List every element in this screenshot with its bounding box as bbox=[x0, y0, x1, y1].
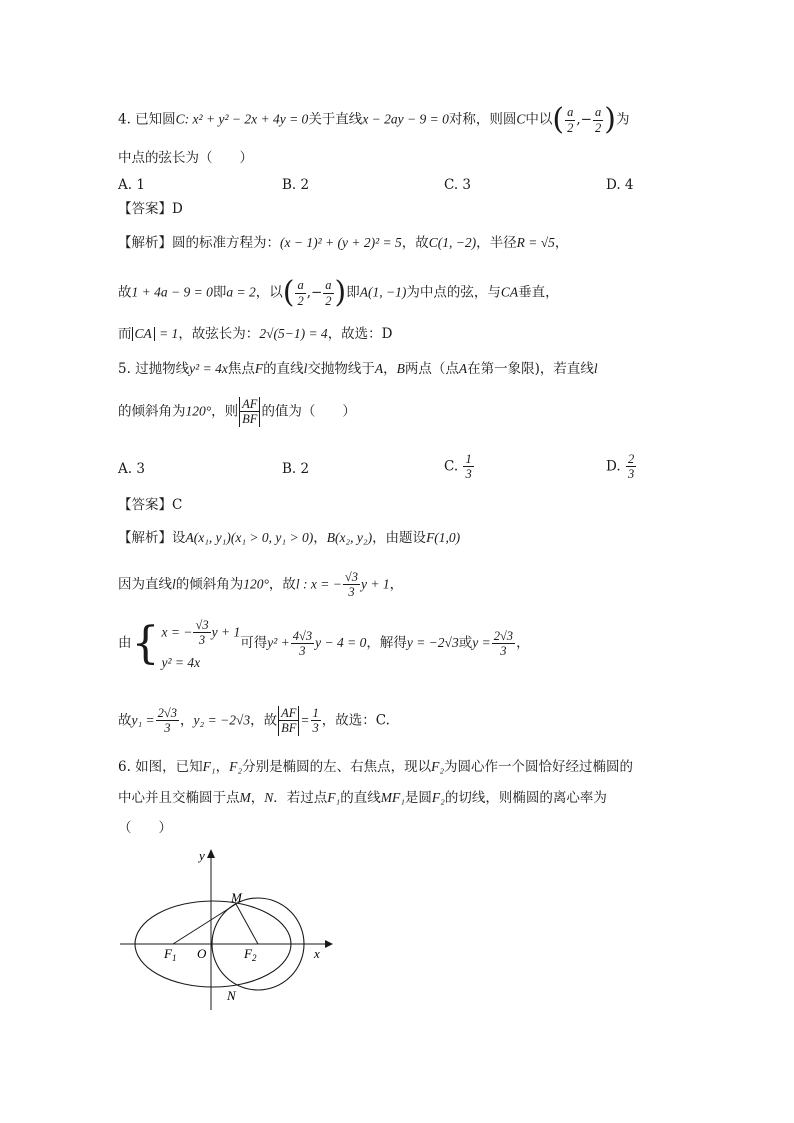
frac-den: BF bbox=[278, 721, 299, 735]
frac-num: a bbox=[594, 105, 602, 120]
text: 两点（点 bbox=[404, 361, 459, 377]
text: ， bbox=[389, 576, 404, 593]
frac bbox=[343, 570, 360, 600]
frac bbox=[291, 629, 314, 659]
frac-den: 3 bbox=[465, 467, 472, 482]
left-paren: ( bbox=[282, 275, 295, 310]
equation-system bbox=[132, 618, 241, 669]
f2-subscript: 2 bbox=[251, 953, 257, 963]
f1-letter: F bbox=[164, 946, 172, 961]
q4-text: 为 bbox=[615, 111, 630, 128]
math: 120° bbox=[185, 403, 212, 419]
text: 或 bbox=[458, 635, 473, 652]
q5-analysis-line1 bbox=[118, 531, 460, 546]
frac-den: 3 bbox=[198, 633, 206, 648]
text: 设 bbox=[172, 530, 186, 546]
frac bbox=[323, 278, 333, 308]
q4-option-a: A. 1 bbox=[118, 177, 145, 193]
q6-stem-line3: （ ） bbox=[118, 820, 172, 836]
frac-den: 3 bbox=[312, 721, 319, 736]
text: 的直线 bbox=[263, 361, 304, 377]
q4-analysis-line2: 故1 + 4a − 9 = 0即a = 2，以( $\frac{a}{2}$ ,− $\frac{a}{2}$ )即A(1, −1)为中点的弦，与CA垂直， bbox=[118, 275, 559, 310]
frac-num: √3 bbox=[195, 618, 209, 632]
text: ，则 bbox=[211, 403, 239, 420]
math: A(1, −1) bbox=[359, 284, 407, 300]
q4-text: 关于直线 bbox=[308, 111, 363, 128]
text: ．若过点 bbox=[273, 790, 328, 806]
text: ， bbox=[180, 712, 194, 729]
frac-den: 2 bbox=[297, 293, 304, 308]
q5-option-a: A. 3 bbox=[118, 461, 145, 477]
math: F bbox=[254, 361, 264, 376]
math: = 1 bbox=[159, 326, 179, 341]
text: 为圆心作一个圆恰好经过椭圆的 bbox=[444, 759, 634, 775]
q4-line-equation: x − 2ay − 9 = 0 bbox=[362, 111, 449, 127]
text: ，故 bbox=[268, 576, 296, 593]
text: ，解得 bbox=[366, 635, 407, 652]
frac bbox=[626, 452, 636, 482]
y-axis-arrow-icon bbox=[207, 849, 215, 858]
q4-point-y bbox=[593, 105, 603, 135]
f2-label bbox=[243, 946, 257, 963]
left-brace: { bbox=[131, 617, 160, 669]
q4-text: 对称，则圆 bbox=[448, 111, 517, 128]
math: F₁ bbox=[202, 759, 216, 774]
q5-option-d bbox=[606, 452, 637, 482]
frac bbox=[463, 452, 473, 482]
text: ，以 bbox=[255, 284, 283, 301]
math: 120° bbox=[243, 576, 269, 592]
answer-label: 【答案】 bbox=[118, 497, 172, 513]
math: A(x₁, y₁)(x₁ > 0, y₁ > 0) bbox=[185, 530, 314, 545]
math: = bbox=[300, 712, 310, 728]
f2-letter: F bbox=[244, 946, 252, 961]
text: ，故弦长为： bbox=[178, 326, 260, 342]
y-axis-label: y bbox=[199, 848, 205, 863]
math: CA bbox=[500, 284, 519, 300]
text: 交抛物线于 bbox=[307, 361, 375, 377]
q6-figure bbox=[110, 840, 340, 1020]
math: y + 1 bbox=[211, 624, 241, 640]
frac-den: 3 bbox=[348, 585, 355, 600]
q6-lead: 6. 如图，已知 bbox=[118, 759, 203, 775]
text: 即 bbox=[346, 284, 360, 301]
text: 为中点的弦，与 bbox=[406, 284, 501, 301]
math: A bbox=[374, 361, 384, 376]
math: y² = 4x bbox=[189, 361, 228, 376]
option-letter: D. bbox=[606, 458, 625, 475]
text: 焦点 bbox=[227, 361, 255, 377]
q5-lead: 5. 过抛物线 bbox=[118, 361, 190, 377]
q4-answer bbox=[118, 203, 183, 217]
text: 故 bbox=[118, 284, 132, 301]
q4-text: 中以 bbox=[525, 111, 553, 128]
q6-stem-line1 bbox=[118, 760, 633, 775]
af-over-bf bbox=[239, 397, 260, 427]
math: B(x₂, y₂) bbox=[326, 530, 373, 545]
frac-num: AF bbox=[239, 397, 260, 412]
math: C(1, −2) bbox=[428, 235, 477, 250]
math: y₁ = bbox=[131, 712, 155, 728]
text: 圆的标准方程为： bbox=[172, 235, 280, 251]
system-rows bbox=[162, 618, 241, 669]
q4-option-c: C. 3 bbox=[444, 177, 472, 193]
text: 是圆 bbox=[404, 790, 432, 806]
math: A bbox=[458, 361, 468, 376]
text: ， bbox=[250, 790, 265, 806]
q5-analysis-line4 bbox=[118, 706, 390, 736]
text: ， bbox=[313, 530, 327, 546]
answer-value: D bbox=[172, 201, 183, 217]
system-row-2: y² = 4x bbox=[161, 654, 201, 670]
math: 1 + 4a − 9 = 0 bbox=[131, 284, 213, 300]
math: F(1,0) bbox=[426, 530, 461, 545]
q4-circle-name: C bbox=[516, 111, 526, 127]
q5-option-c bbox=[444, 452, 475, 482]
frac-num: 2√3 bbox=[493, 628, 514, 643]
math: (x − 1)² + (y + 2)² = 5 bbox=[280, 235, 402, 250]
math: l : x = − bbox=[295, 576, 342, 592]
q4-analysis-line1 bbox=[118, 236, 568, 251]
frac-num: √3 bbox=[344, 570, 359, 584]
q4-analysis-line3 bbox=[118, 327, 393, 342]
text: 故 bbox=[118, 712, 132, 729]
q4-option-b: B. 2 bbox=[282, 177, 310, 193]
frac bbox=[193, 618, 210, 648]
math: a = 2 bbox=[226, 284, 256, 300]
text: 在第一象限)，若直线 bbox=[467, 361, 594, 377]
math: R = √5 bbox=[516, 235, 555, 250]
text: 而 bbox=[118, 326, 132, 342]
text: ，半径 bbox=[476, 235, 517, 251]
math: l bbox=[172, 576, 176, 592]
math: l bbox=[303, 361, 308, 376]
frac-den: 2 bbox=[594, 120, 602, 135]
x-axis-label: x bbox=[314, 946, 320, 961]
math: F₂ bbox=[229, 759, 243, 774]
text: ，故 bbox=[250, 712, 278, 729]
text: 的切线，则椭圆的离心率为 bbox=[444, 790, 607, 806]
text: 的直线 bbox=[340, 790, 381, 806]
frac-num: a bbox=[567, 105, 574, 120]
frac bbox=[492, 629, 515, 659]
frac-num: a bbox=[297, 278, 304, 293]
segment-mf1 bbox=[173, 904, 236, 944]
point-n-label: N bbox=[227, 988, 236, 1003]
math: F₂ bbox=[431, 790, 445, 805]
origin-label: O bbox=[197, 946, 207, 961]
text: 由 bbox=[118, 635, 132, 652]
frac bbox=[295, 278, 305, 308]
q4-option-d: D. 4 bbox=[606, 177, 634, 193]
text: 的倾斜角为 bbox=[118, 403, 186, 420]
q5-answer bbox=[118, 499, 182, 513]
answer-label: 【答案】 bbox=[118, 201, 172, 217]
q4-circle-equation: : x² + y² − 2x + 4y = 0 bbox=[184, 111, 309, 127]
text: ， bbox=[554, 235, 569, 251]
text: ，故 bbox=[401, 235, 429, 251]
text: 因为直线 bbox=[118, 576, 172, 593]
system-row-1 bbox=[162, 618, 241, 648]
x-axis-arrow-icon bbox=[325, 940, 333, 948]
math: x = − bbox=[161, 624, 193, 640]
text: ，由题设 bbox=[372, 530, 427, 546]
q4-point-x bbox=[565, 105, 575, 135]
text: ， bbox=[516, 635, 530, 652]
text: ，故选：C. bbox=[321, 712, 390, 729]
q4-stem-line1: 4. 已知圆C: x² + y² − 2x + 4y = 0关于直线x − 2ay − 9 = 0对称，则圆C中以( $\frac{a}{2}$ ,− $\frac{a}{2}$ )为 bbox=[118, 102, 630, 137]
math: M bbox=[239, 790, 251, 805]
math: y = bbox=[472, 635, 491, 651]
text: 中心并且交椭圆于点 bbox=[118, 790, 240, 806]
frac bbox=[311, 706, 321, 736]
math: y = −2√3 bbox=[406, 635, 459, 651]
frac-den: BF bbox=[239, 412, 260, 426]
frac-den: 2 bbox=[325, 293, 332, 308]
q5-analysis-line2 bbox=[118, 570, 403, 600]
text: 垂直， bbox=[518, 284, 559, 301]
frac-num: 2 bbox=[627, 452, 635, 466]
right-paren: ) bbox=[334, 275, 347, 310]
math: y² + bbox=[267, 635, 290, 651]
text: 分别是椭圆的左、右焦点，现以 bbox=[242, 759, 432, 775]
frac-den: 3 bbox=[500, 644, 507, 659]
q5-stem-line1 bbox=[118, 362, 598, 377]
math: 2√(5−1) = 4 bbox=[259, 326, 328, 341]
point-m-label: M bbox=[231, 890, 242, 905]
text: ，故选：D bbox=[327, 326, 393, 342]
q5-analysis-line3 bbox=[118, 618, 530, 669]
math: F₁ bbox=[327, 790, 341, 805]
q5-option-b: B. 2 bbox=[282, 461, 310, 477]
option-letter: C. bbox=[444, 458, 463, 475]
frac bbox=[156, 706, 179, 736]
text: 的值为（ ） bbox=[261, 403, 356, 420]
frac-den: 3 bbox=[164, 721, 171, 736]
q6-stem-line2 bbox=[118, 791, 607, 806]
math: y₂ = −2√3 bbox=[193, 712, 251, 728]
frac-num: AF bbox=[278, 706, 299, 721]
text: 可得 bbox=[240, 635, 268, 652]
frac-den: 3 bbox=[299, 644, 306, 659]
frac-num: 2√3 bbox=[157, 706, 178, 720]
math: l bbox=[593, 361, 598, 376]
left-paren: ( bbox=[552, 102, 565, 137]
text: 即 bbox=[212, 284, 227, 301]
frac-num: a bbox=[325, 278, 332, 293]
answer-value: C bbox=[172, 497, 183, 513]
math: B bbox=[396, 361, 405, 376]
analysis-label: 【解析】 bbox=[118, 235, 172, 251]
analysis-label: 【解析】 bbox=[118, 530, 172, 546]
f1-subscript: 1 bbox=[171, 953, 177, 963]
frac-num: 1 bbox=[312, 706, 319, 720]
q5-stem-line2 bbox=[118, 397, 356, 427]
math: F₂ bbox=[431, 759, 445, 774]
text: 的倾斜角为 bbox=[175, 576, 244, 593]
text: ， bbox=[383, 361, 397, 377]
frac-den: 3 bbox=[627, 467, 635, 482]
af-over-bf bbox=[278, 706, 299, 736]
math: MF₁ bbox=[380, 790, 405, 805]
right-paren: ) bbox=[604, 102, 616, 137]
segment-mf2 bbox=[236, 904, 258, 944]
q4-circle-name: C bbox=[175, 111, 185, 127]
f1-label bbox=[163, 946, 176, 963]
frac-num: 4√3 bbox=[292, 628, 313, 643]
frac-den: 2 bbox=[567, 120, 574, 135]
text: ， bbox=[215, 759, 230, 775]
math: N bbox=[264, 790, 274, 805]
q4-lead: 4. 已知圆 bbox=[118, 111, 176, 128]
math: CA bbox=[132, 327, 155, 341]
math: y − 4 = 0 bbox=[315, 635, 367, 651]
math: y + 1 bbox=[361, 576, 390, 592]
q4-stem-line2: 中点的弦长为（ ） bbox=[118, 150, 253, 166]
frac-num: 1 bbox=[465, 452, 472, 466]
